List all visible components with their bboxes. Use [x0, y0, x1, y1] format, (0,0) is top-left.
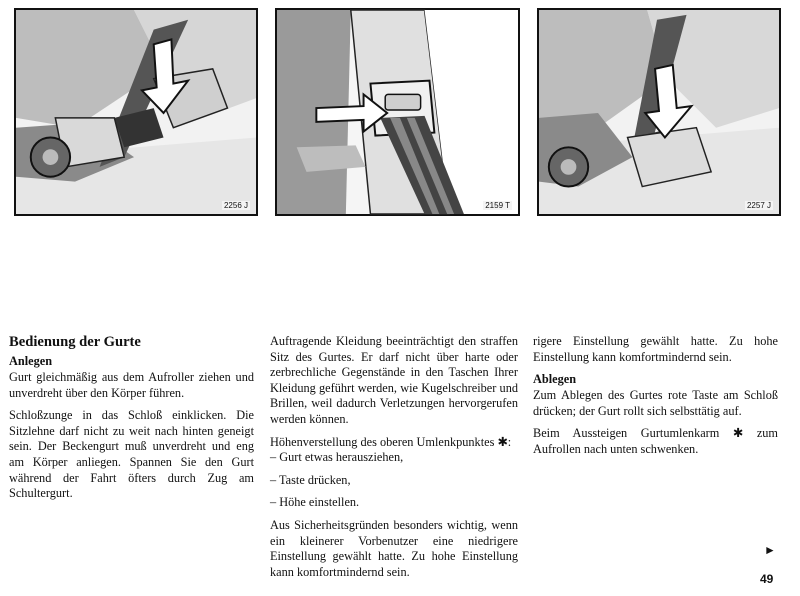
text-column-1: [9, 334, 254, 509]
figure-code: 2159 T: [485, 201, 510, 210]
section-title: Bedienung der Gurte: [9, 334, 141, 350]
height-adjust-intro: Höhenverstellung des oberen Umlenkpunktes ✱:: [270, 434, 512, 449]
figure-code: 2257 J: [746, 201, 771, 210]
continue-arrow-icon: ►: [764, 543, 776, 557]
ablegen-paragraph-1: Zum Ablegen des Gurtes rote Taste am Schloß drücken; der Gurt rollt sich selbsttätig auf.: [533, 388, 778, 418]
seatbelt-buckle-insert-icon: [16, 10, 256, 214]
height-step: – Taste drücken,: [270, 472, 351, 487]
ablegen-heading: Ablegen: [533, 372, 577, 387]
height-step: – Gurt etwas herausziehen,: [270, 450, 404, 465]
figure-code: 2256 J: [223, 201, 248, 210]
clothing-paragraph: Auftragende Kleidung beeinträchtigt den straffen Sitz des Gurtes. Er darf nicht über harte oder zerbrechliche Gegenstände in den Taschen Ihrer Kleidung geführt werden, wie Kugelschreiber und Brillen, weil dadurch Verletzungen hervorgerufen werden können.: [270, 334, 518, 426]
anlegen-paragraph-1: Gurt gleichmäßig aus dem Aufroller ziehen und unverdreht über den Körper führen.: [9, 370, 254, 400]
figure-buckle-insert: [14, 8, 258, 216]
text-column-3: [533, 334, 778, 465]
figure-buckle-release: [537, 8, 781, 216]
ablegen-paragraph-2: Beim Aussteigen Gurtumlenkarm ✱ zum Aufrollen nach unten schwenken.: [533, 426, 778, 456]
height-adjust-note: Aus Sicherheitsgründen besonders wichtig, wenn ein kleinerer Vorbenutzer eine niedrigere Einstellung gewählt hatte. Zu hohe Einstellung kann komfortmindernd sein.: [270, 517, 518, 579]
anlegen-paragraph-2: Schloßzunge in das Schloß einklicken. Die Sitzlehne darf nicht zu weit nach hinten geneigt sein. Der Beckengurt muß unverdreht und eng am Körper anliegen. Spannen Sie den Gurt während der Fahrt öfters durch Zug am Schultergurt.: [9, 408, 254, 501]
seatbelt-height-adjuster-icon: [277, 10, 518, 214]
seatbelt-buckle-release-icon: [539, 10, 779, 214]
page-number: 49: [760, 572, 774, 586]
text-column-2: [270, 334, 518, 579]
height-step: – Höhe einstellen.: [270, 495, 360, 510]
figure-height-adjuster: [275, 8, 520, 216]
anlegen-heading: Anlegen: [9, 354, 53, 368]
height-adjust-note-continued: rigere Einstellung gewählt hatte. Zu hohe Einstellung kann komfortmindernd sein.: [533, 334, 778, 364]
